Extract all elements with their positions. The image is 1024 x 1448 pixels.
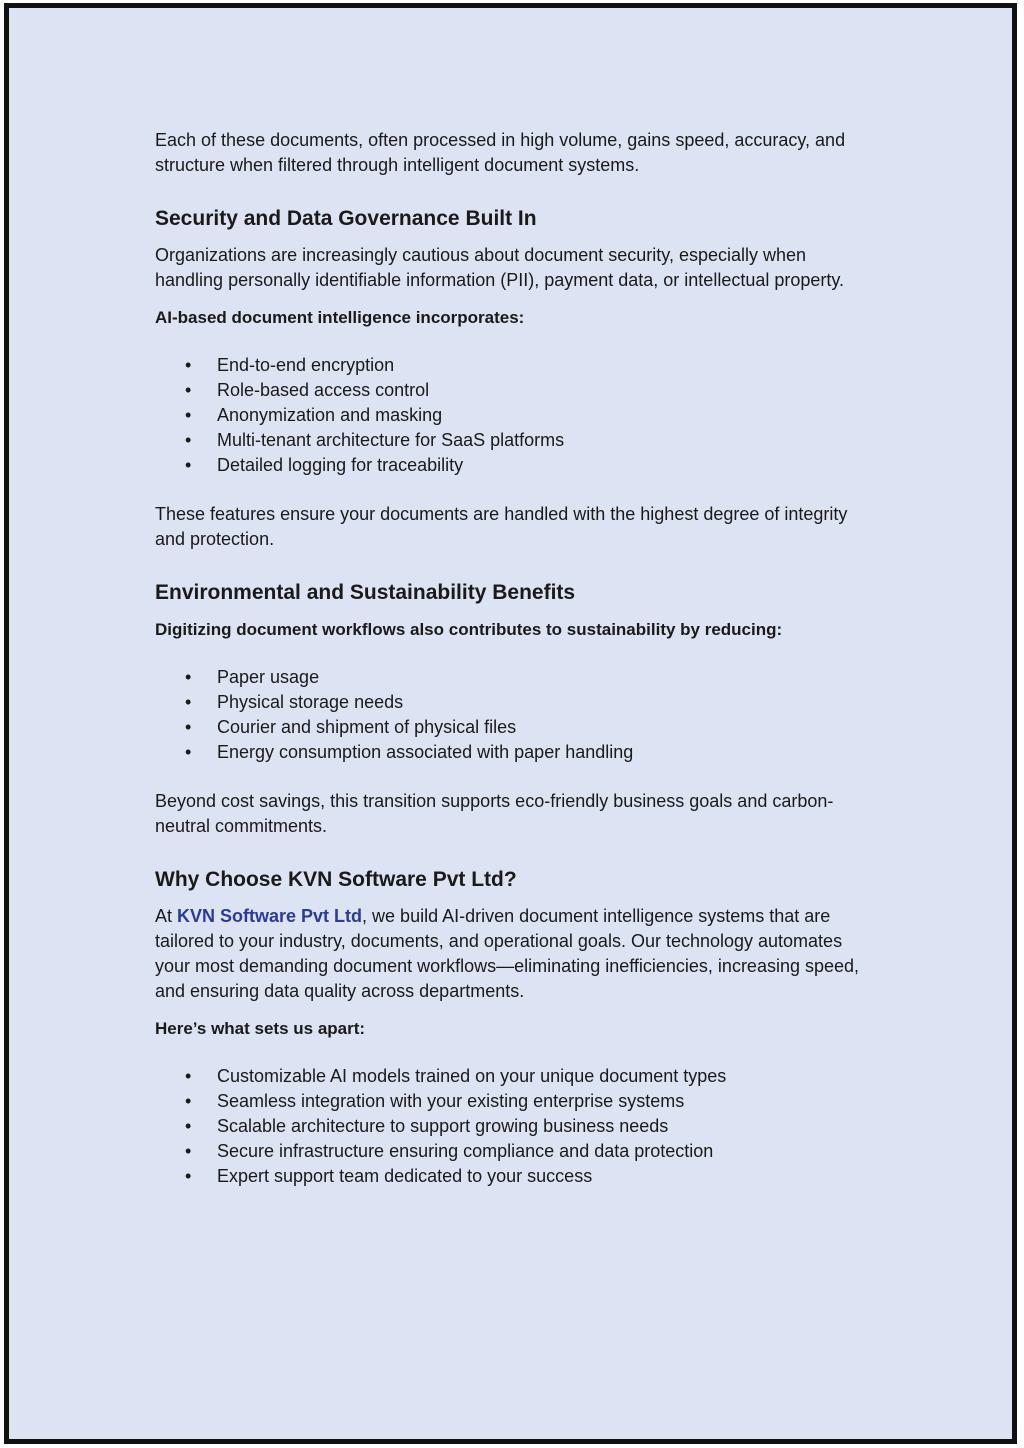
environment-list <box>155 665 875 765</box>
bullet-icon: • <box>185 355 192 375</box>
list-item: • Energy consumption associated with paper handling <box>155 740 875 765</box>
why-lead: Here’s what sets us apart: <box>155 1019 366 1038</box>
why-list <box>155 1064 875 1189</box>
document-page <box>4 3 1017 1444</box>
security-closing: These features ensure your documents are handled with the highest degree of integrity and protection. <box>155 504 848 549</box>
security-heading: Security and Data Governance Built In <box>155 207 537 230</box>
list-item: • Expert support team dedicated to your success <box>155 1164 875 1189</box>
bullet-icon: • <box>185 667 192 687</box>
list-item: • Multi-tenant architecture for SaaS platforms <box>155 428 875 453</box>
list-item: • Seamless integration with your existing enterprise systems <box>155 1089 875 1114</box>
bullet-icon: • <box>185 405 192 425</box>
bullet-icon: • <box>185 1116 192 1136</box>
bullet-icon: • <box>185 380 192 400</box>
bullet-icon: • <box>185 1091 192 1111</box>
environment-heading: Environmental and Sustainability Benefits <box>155 581 576 604</box>
list-item: • Secure infrastructure ensuring compliance and data protection <box>155 1139 875 1164</box>
environment-closing: Beyond cost savings, this transition supports eco-friendly business goals and carbon-neutral commitments. <box>155 791 834 836</box>
list-item: • Role-based access control <box>155 378 875 403</box>
environment-lead: Digitizing document workflows also contributes to sustainability by reducing: <box>155 620 783 639</box>
list-item: • Detailed logging for traceability <box>155 453 875 478</box>
list-item: • Scalable architecture to support growing business needs <box>155 1114 875 1139</box>
why-paragraph: At KVN Software Pvt Ltd, we build AI-driven document intelligence systems that are tailored to your industry, documents, and operational goals. Our technology automates your most demanding document workflows—eliminating inefficiencies, increasing speed, and ensuring data quality across departments. <box>155 906 860 1001</box>
bullet-icon: • <box>185 430 192 450</box>
bullet-icon: • <box>185 455 192 475</box>
why-heading: Why Choose KVN Software Pvt Ltd? <box>155 868 517 891</box>
bullet-icon: • <box>185 692 192 712</box>
company-link[interactable]: KVN Software Pvt Ltd <box>177 906 363 926</box>
security-paragraph: Organizations are increasingly cautious about document security, especially when handling personally identifiable information (PII), payment data, or intellectual property. <box>155 245 845 290</box>
list-item: • Physical storage needs <box>155 690 875 715</box>
list-item: • Courier and shipment of physical files <box>155 715 875 740</box>
bullet-icon: • <box>185 742 192 762</box>
list-item: • Anonymization and masking <box>155 403 875 428</box>
security-lead: AI-based document intelligence incorporates: <box>155 308 525 327</box>
bullet-icon: • <box>185 1166 192 1186</box>
bullet-icon: • <box>185 717 192 737</box>
security-list <box>155 353 875 478</box>
document-content <box>155 128 875 1189</box>
bullet-icon: • <box>185 1066 192 1086</box>
list-item: • End-to-end encryption <box>155 353 875 378</box>
bullet-icon: • <box>185 1141 192 1161</box>
list-item: • Customizable AI models trained on your unique document types <box>155 1064 875 1089</box>
intro-paragraph: Each of these documents, often processed in high volume, gains speed, accuracy, and structure when filtered through intelligent document systems. <box>155 130 846 175</box>
list-item: • Paper usage <box>155 665 875 690</box>
